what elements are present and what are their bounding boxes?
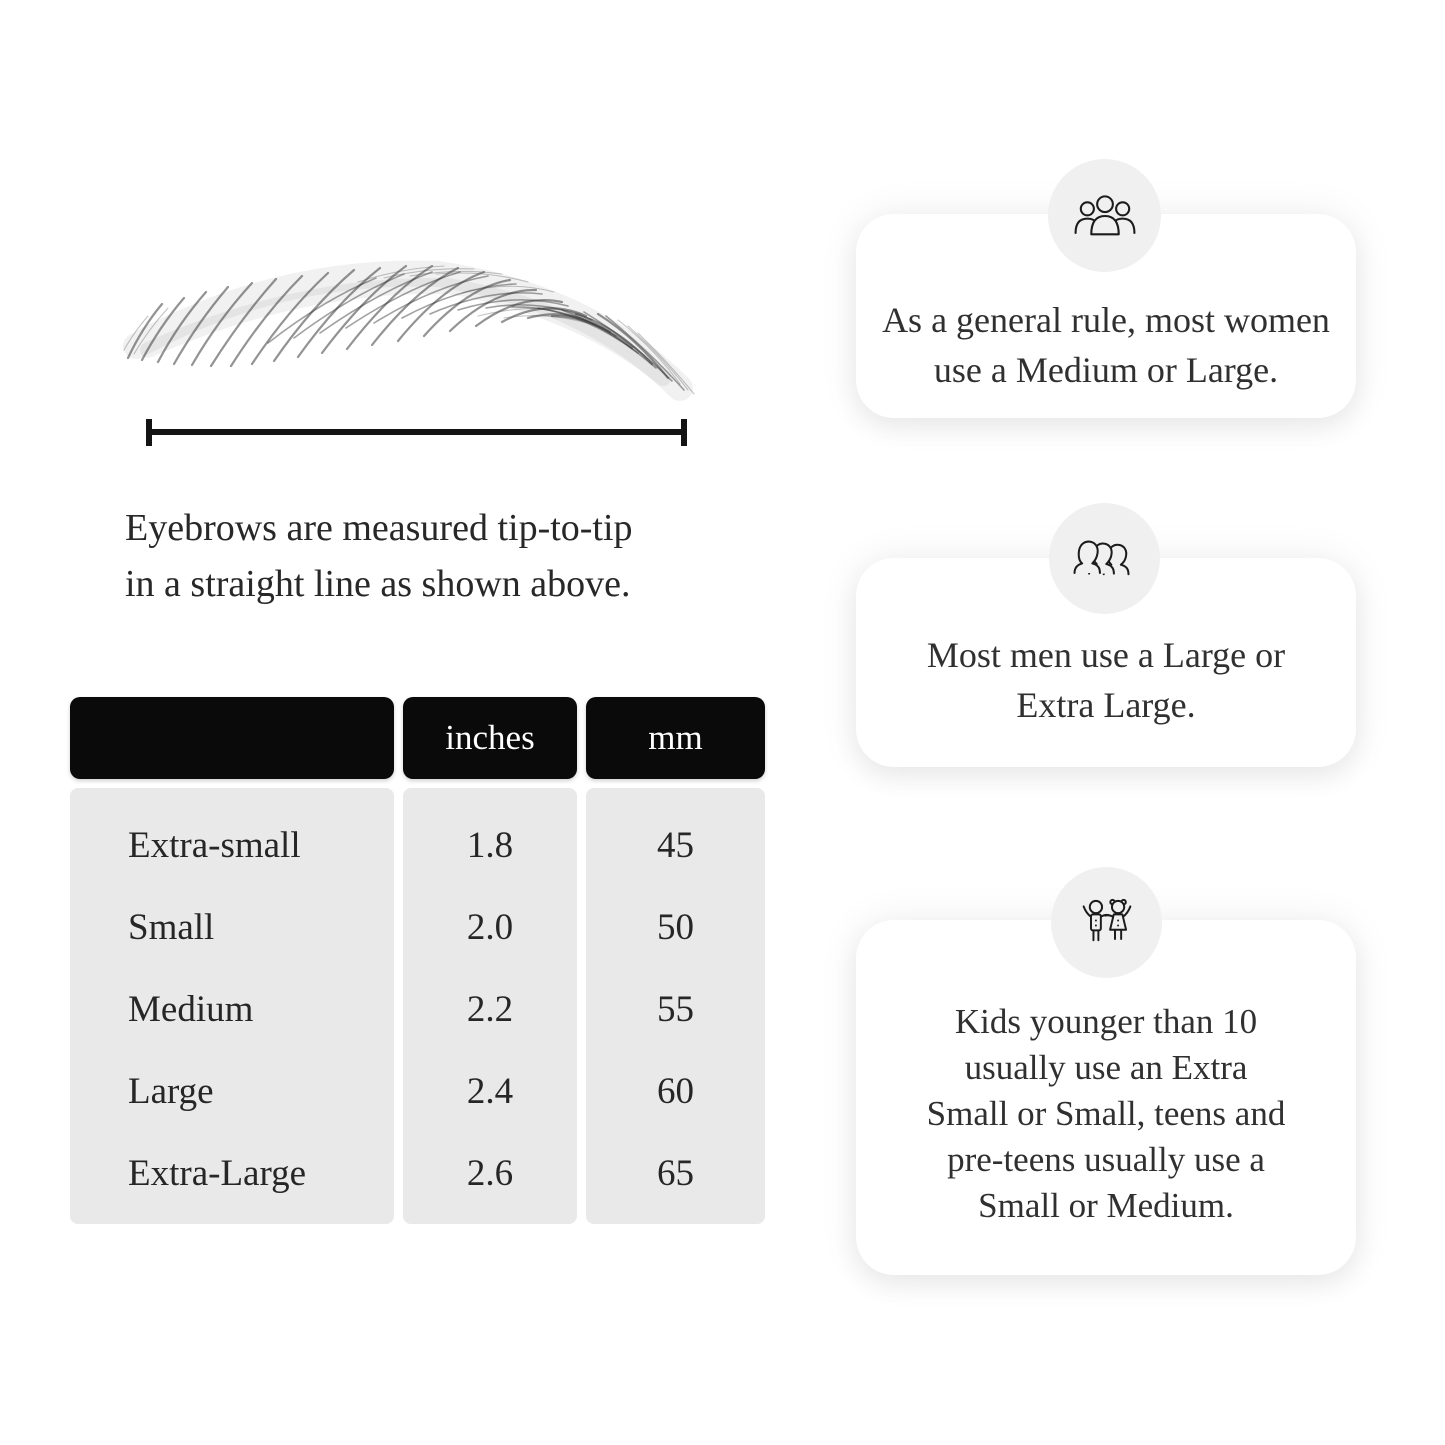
table-cell-mm: 50 xyxy=(657,906,694,948)
table-cell-label: Large xyxy=(128,1070,214,1112)
table-cell-inches: 1.8 xyxy=(466,824,514,866)
table-header-mm: mm xyxy=(586,697,765,779)
table-cell-mm: 55 xyxy=(657,988,694,1030)
icon-circle xyxy=(1049,503,1160,614)
table-cell-inches: 2.2 xyxy=(466,988,514,1030)
card-text-line: pre-teens usually use a xyxy=(947,1140,1265,1179)
table-column-inches xyxy=(403,788,577,1224)
card-text-line: Extra Large. xyxy=(1016,685,1196,725)
card-text-line: usually use an Extra xyxy=(964,1048,1248,1087)
table-cell-label: Small xyxy=(128,906,215,948)
icon-circle xyxy=(1048,159,1161,272)
table-cell-label: Medium xyxy=(128,988,254,1030)
card-text-line: Small or Medium. xyxy=(978,1186,1234,1225)
card-text-line: Small or Small, teens and xyxy=(926,1094,1286,1133)
table-cell-inches: 2.6 xyxy=(466,1152,514,1194)
card-text xyxy=(856,999,1356,1229)
men-group-icon xyxy=(1072,538,1138,580)
women-group-icon xyxy=(1071,192,1139,240)
measurement-line xyxy=(146,429,687,435)
icon-circle xyxy=(1051,867,1162,978)
table-cell-inches: 2.0 xyxy=(466,906,514,948)
card-text-line: Kids younger than 10 xyxy=(954,1002,1258,1041)
eyebrow-illustration xyxy=(118,238,703,403)
table-cell-mm: 45 xyxy=(657,824,694,866)
caption-line-2: in a straight line as shown above. xyxy=(125,563,631,605)
table-column-mm xyxy=(586,788,765,1224)
card-text-line: use a Medium or Large. xyxy=(933,350,1279,390)
table-cell-mm: 65 xyxy=(657,1152,694,1194)
table-cell-label: Extra-small xyxy=(128,824,301,866)
table-header-inches: inches xyxy=(403,697,577,779)
table-cell-mm: 60 xyxy=(657,1070,694,1112)
table-cell-inches: 2.4 xyxy=(466,1070,514,1112)
kids-icon xyxy=(1075,897,1139,949)
card-text-line: As a general rule, most women xyxy=(882,300,1330,340)
measurement-caption xyxy=(125,500,633,612)
table-column-size-labels xyxy=(70,788,394,1224)
table-header-size xyxy=(70,697,394,779)
caption-line-1: Eyebrows are measured tip-to-tip xyxy=(125,507,633,549)
card-text xyxy=(856,630,1356,730)
table-cell-label: Extra-Large xyxy=(128,1152,307,1194)
card-text xyxy=(856,295,1356,395)
card-text-line: Most men use a Large or xyxy=(926,635,1286,675)
